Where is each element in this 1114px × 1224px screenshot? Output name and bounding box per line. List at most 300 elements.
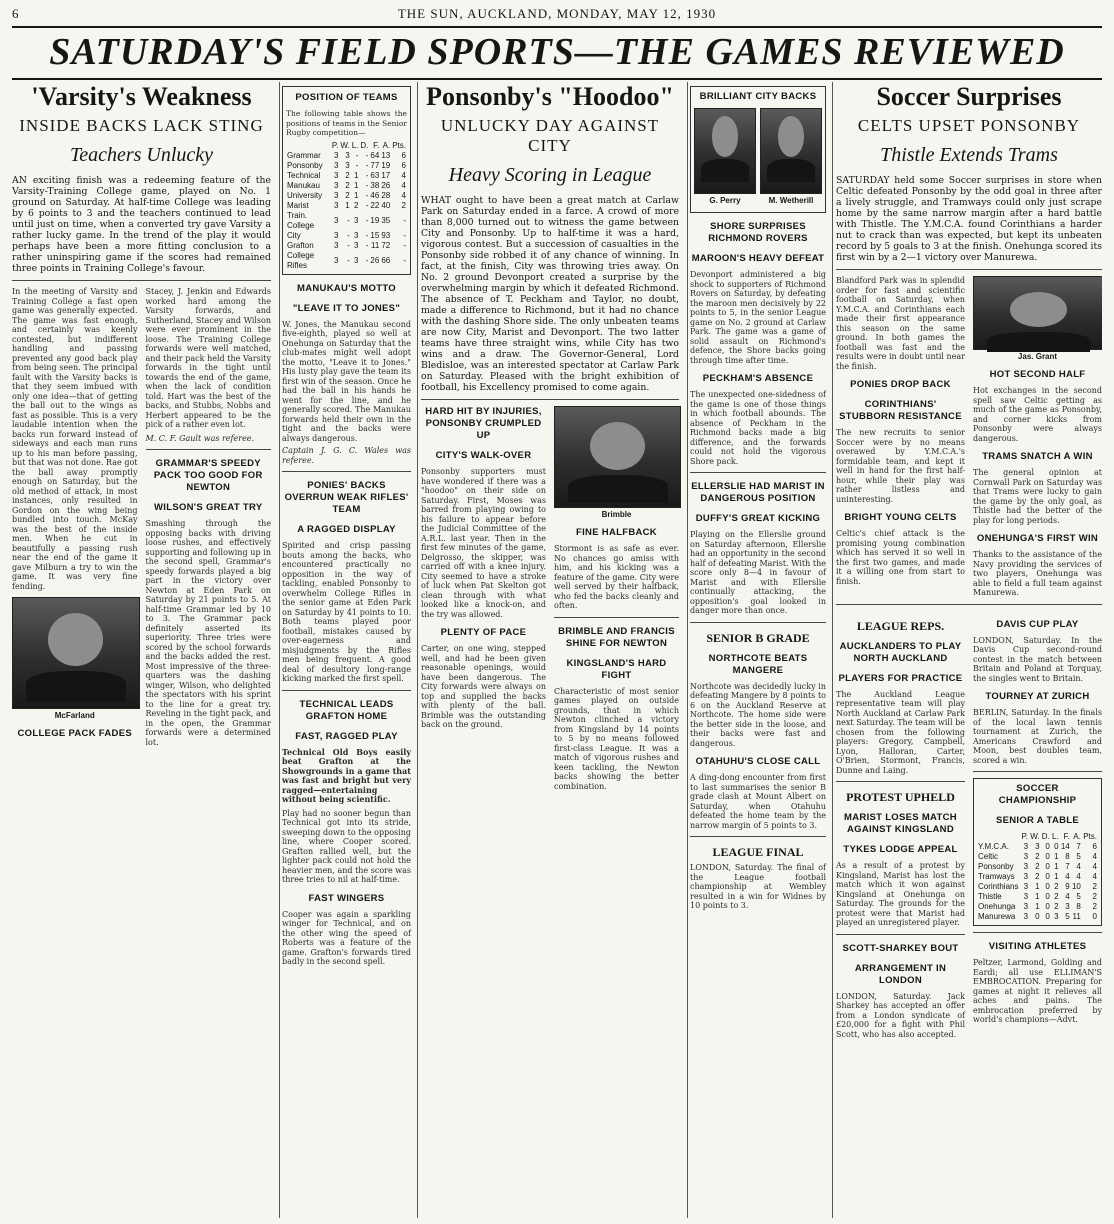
- article-body-pace: Carter, on one wing, stepped well, and had he been given reasonable openings, would have been dangerous. The City forwards were always on top and supplied the backs with plenty of the ball. Brimble was the outstanding back on the ground.: [421, 644, 546, 729]
- article-body-kingsland: Characteristic of most senior games played on outside grounds, that in which Newton clinched a victory from Kingsland by 14 points to 5 by no means followed first-class League. It was a match of vigorous rushes and keen tackling, the Newton backs showing the better combination.: [554, 686, 679, 791]
- table-cell: 4: [1092, 852, 1097, 861]
- subheading-fast-wingers: FAST WINGERS: [308, 892, 385, 904]
- table-cell: 38: [370, 180, 380, 190]
- table-row: [286, 231, 407, 241]
- varsity-body-columns: [12, 287, 271, 747]
- article-body-northcote: Northcote was decidedly lucky in defeating Mangere by 8 points to 6 on the Auckland Reserve at Northcote. The home side were the better side in the loose, and their backs were fast and dangerous.: [690, 681, 826, 748]
- table-cell: 2: [1035, 872, 1040, 881]
- divider: [282, 690, 411, 691]
- table-cell: -: [403, 240, 406, 250]
- headline-shore: SHORE SURPRISES RICHMOND ROVERS: [708, 221, 808, 244]
- headline-ponies: PONIES' BACKS OVERRUN WEAK RIFLES' TEAM: [284, 480, 409, 515]
- column-ponsonby: [421, 82, 688, 1218]
- photo-box-title: BRILLIANT CITY BACKS: [699, 91, 817, 102]
- table-cell: 3: [353, 230, 359, 240]
- table-cell: 9: [1065, 882, 1070, 891]
- photo-wetherill: [760, 108, 822, 209]
- table-cell: Corinthians: [978, 882, 1019, 891]
- photo-caption: Brimble: [601, 510, 632, 519]
- table-cell: -: [365, 255, 369, 265]
- subheading-tykes: TYKES LODGE APPEAL: [843, 844, 958, 855]
- photo-image: [694, 108, 756, 194]
- article-lead-soccer: SATURDAY held some Soccer surprises in store when Celtic defeated Ponsonby by the odd goal in three after a lively struggle, and Tramways could only just scrape home by the same narrow margin after a hard battle with Thistle. The Y.M.C.A. found Corinthians a harder nut to crack than was expected, but kept its unbeaten record by 5 goals to 3 at the finish. Onehunga scored its first win by a 2—1 victory over Manurewa.: [836, 175, 1102, 263]
- soccer-lower-left: [836, 611, 965, 1040]
- table-cell: -: [347, 240, 350, 250]
- article-subtitle-soccer: CELTS UPSET PONSONBY: [857, 116, 1081, 135]
- table-cell: -: [365, 215, 369, 225]
- table-cell: 1: [353, 190, 359, 200]
- article-body-blandford: Blandford Park was in splendid order for fast and scientific football on Saturday, when Y.M.C.A. and Corinthians each made their first appearance this season on the same ground. In both games the football was fast and the results were in doubt until near the finish.: [836, 276, 965, 371]
- divider: [690, 472, 826, 473]
- headline-league-reps: LEAGUE REPS.: [856, 618, 945, 633]
- table-cell: 13: [381, 150, 391, 160]
- article-body-protest: As a result of a protest by Kingsland, Marist has lost the match which it won against Kingsland at Onehunga on Saturday. The grounds for the protest were that Marist had played an unregistered player.: [836, 861, 965, 927]
- divider: [690, 622, 826, 623]
- subheading-hot-second: HOT SECOND HALF: [989, 369, 1086, 380]
- article-subtitle-varsity: INSIDE BACKS LACK STING: [19, 116, 264, 135]
- table-cell: 1: [345, 200, 350, 210]
- table-cell: 6: [401, 150, 406, 160]
- table-row: [286, 201, 407, 211]
- advert-elliman: Peltzer, Larmond, Golding and Eardi; all use ELLIMAN'S EMBROCATION. Preparing for games at night it relieves all aches and pains. The embrocation preferred by world's champions—Advt.: [973, 958, 1102, 1024]
- subheading-fast-ragged: FAST, RAGGED PLAY: [295, 730, 398, 742]
- article-body-trams: The general opinion at Cornwall Park on Saturday was that Trams were lucky to gain the game by the only goal, as Thistle had the better of the play for long periods.: [973, 468, 1102, 525]
- table-cell: 0: [1045, 912, 1050, 921]
- table-cell: 3: [353, 215, 359, 225]
- table-cell: 93: [381, 230, 391, 240]
- divider: [836, 934, 965, 935]
- subheading-bright-celts: BRIGHT YOUNG CELTS: [844, 512, 957, 523]
- table-cell: 4: [1065, 892, 1070, 901]
- photo-grant: [973, 276, 1102, 361]
- table-cell: 3: [353, 255, 359, 265]
- table-cell: 46: [370, 190, 380, 200]
- table-cell: 3: [1023, 872, 1029, 881]
- table-cell: 2: [353, 200, 359, 210]
- position-of-teams-box: [282, 86, 411, 275]
- subheading-ragged: A RAGGED DISPLAY: [297, 524, 396, 535]
- table-cell: 5: [1076, 892, 1081, 901]
- divider: [973, 771, 1102, 772]
- divider: [973, 932, 1102, 933]
- table-row: [977, 872, 1098, 882]
- table-cell: -: [355, 150, 359, 160]
- headline-ellerslie: ELLERSLIE HAD MARIST IN DANGEROUS POSITION: [691, 481, 825, 504]
- table-cell: -: [347, 255, 350, 265]
- table-cell: 3: [1054, 912, 1059, 921]
- table-cell: 63: [370, 170, 380, 180]
- page-number: 6: [12, 6, 19, 21]
- table-cell: -: [365, 170, 369, 180]
- table-row: [977, 902, 1098, 912]
- table-cell: 3: [333, 200, 339, 210]
- table-cell: Tramways: [978, 872, 1015, 881]
- photo-mcfarland: [12, 597, 138, 720]
- table-cell: 1: [1054, 872, 1059, 881]
- table-cell: -: [347, 230, 350, 240]
- table-cell: 0: [1045, 892, 1050, 901]
- table-cell: 3: [333, 160, 339, 170]
- table-cell: 1: [1035, 892, 1040, 901]
- article-body-manukau: W. Jones, the Manukau second five-eighth, played so well at Onehunga on Saturday that the club-mates might well adopt the motto, "Leave it to Jones." His lusty play gave the team its first win of the season. Once he had the ball in his hands he went for the line, and he generally scored. The Manukau forwards held their own in the tight and the backs were always dangerous.: [282, 319, 411, 443]
- table-cell: 35: [381, 215, 391, 225]
- table-cell: 72: [381, 240, 391, 250]
- table-cell: 3: [333, 170, 339, 180]
- subheading-players: PLAYERS FOR PRACTICE: [838, 672, 963, 684]
- divider: [282, 471, 411, 472]
- subheading-northcote: NORTHCOTE BEATS MANGERE: [708, 652, 808, 676]
- table-cell: 7: [1065, 862, 1070, 871]
- table-cell: 14: [1060, 842, 1070, 851]
- column-varsity: [12, 82, 280, 1218]
- table-cell: 6: [401, 160, 406, 170]
- table-cell: College Rifles: [287, 250, 315, 270]
- subheading-leave-it: "LEAVE IT TO JONES": [292, 302, 401, 314]
- divider: [836, 269, 1102, 270]
- divider: [146, 449, 272, 450]
- article-subtitle-ponsonby: UNLUCKY DAY AGAINST CITY: [440, 116, 660, 155]
- city-backs-photo-box: [690, 86, 826, 213]
- table-cell: 3: [1023, 902, 1029, 911]
- photo-caption: M. Wetherill: [768, 196, 814, 205]
- subheading-arrangement: ARRANGEMENT IN LONDON: [854, 962, 947, 986]
- table-row: [286, 251, 407, 271]
- subheading-kingsland: KINGSLAND'S HARD FIGHT: [566, 657, 667, 681]
- column-soccer: [836, 82, 1102, 1218]
- table-cell: 3: [353, 240, 359, 250]
- table-cell: 8: [1076, 902, 1081, 911]
- article-deck-varsity: Teachers Unlucky: [69, 144, 214, 166]
- table-cell: -: [403, 215, 406, 225]
- senior-table-header: P. W. D. L. F. A. Pts.: [1021, 832, 1097, 841]
- table-cell: Manukau: [287, 180, 320, 190]
- table-cell: 4: [401, 180, 406, 190]
- table-cell: 6: [1092, 842, 1097, 851]
- table-cell: 0: [1045, 842, 1050, 851]
- table-cell: 0: [1045, 882, 1050, 891]
- table-row: [286, 241, 407, 251]
- table-cell: 4: [1065, 872, 1070, 881]
- table-cell: -: [365, 150, 369, 160]
- table-cell: 7: [1076, 842, 1081, 851]
- headline-technical: TECHNICAL LEADS GRAFTON HOME: [299, 698, 394, 722]
- table-cell: 11: [1072, 912, 1081, 921]
- article-body-wingers: Cooper was again a sparkling winger for Technical, and on the other wing the speed of Roberts was a feature of the game. Grafton's forwards tired badly in the second spell.: [282, 909, 411, 966]
- headline-brimble-francis: BRIMBLE AND FRANCIS SHINE FOR NEWTON: [558, 625, 675, 649]
- table-row: [977, 842, 1098, 852]
- table-cell: 5: [1076, 852, 1081, 861]
- subheading-college-pack: COLLEGE PACK FADES: [17, 728, 132, 739]
- article-body-tourney: BERLIN, Saturday. In the finals of the local lawn tennis tournament at Zurich, the Americans Crawford and Moon, best doubles team, scored a win.: [973, 708, 1102, 765]
- table-cell: 26: [381, 180, 391, 190]
- photo-image: [12, 597, 140, 709]
- photo-image: [760, 108, 822, 194]
- table-cell: 28: [381, 190, 391, 200]
- table-cell: 0: [1054, 842, 1059, 851]
- table-cell: 2: [1054, 892, 1059, 901]
- article-body-peckham: The unexpected one-sidedness of the game is one of those things in which football abounds. The absence of Peckham in the Richmond backs made a big difference, and the forwards could not hold the vigorous Shore pack.: [690, 390, 826, 466]
- table-cell: City: [287, 230, 301, 240]
- photo-pair: [694, 108, 822, 209]
- article-lead-technical: Technical Old Boys easily beat Grafton at the Showgrounds in a game that was fast and bright but very ragged—entertaining without being scientific.: [282, 746, 411, 804]
- table-cell: 2: [1035, 862, 1040, 871]
- divider: [12, 280, 271, 281]
- subheading-peckham: PECKHAM'S ABSENCE: [702, 373, 814, 384]
- table-cell: 0: [1035, 912, 1040, 921]
- table-cell: 3: [1035, 842, 1040, 851]
- teams-table-note: The following table shows the positions of teams in the Senior Rugby competition—: [286, 109, 407, 137]
- table-cell: Ponsonby: [287, 160, 323, 170]
- subheading-trams: TRAMS SNATCH A WIN: [982, 451, 1093, 462]
- article-body-ellerslie: Playing on the Ellerslie ground on Saturday afternoon, Ellerslie had an opportunity in the second half of defeating Marist. With the score only 8—4 in favour of Marist and with Ellerslie continually attacking, the opposition's goal looked in danger more than once.: [690, 530, 826, 615]
- table-cell: 1: [353, 180, 359, 190]
- soccer-lower-grid: [836, 611, 1102, 1040]
- table-row: [286, 151, 407, 161]
- table-row: [286, 211, 407, 231]
- subheading-aucklanders: AUCKLANDERS TO PLAY NORTH AUCKLAND: [839, 640, 962, 664]
- headline-davis: DAVIS CUP PLAY: [996, 618, 1079, 630]
- table-cell: 10: [1071, 882, 1081, 891]
- table-cell: 11: [371, 240, 380, 250]
- table-cell: 4: [1092, 872, 1097, 881]
- table-cell: 17: [381, 170, 391, 180]
- table-cell: Marist: [287, 200, 309, 210]
- photo-perry: [694, 108, 756, 209]
- table-cell: 1: [1054, 852, 1059, 861]
- headline-visiting: VISITING ATHLETES: [988, 941, 1087, 952]
- table-cell: -: [365, 240, 369, 250]
- divider: [690, 836, 826, 837]
- headline-injuries: HARD HIT BY INJURIES, PONSONBY CRUMPLED UP: [425, 406, 542, 441]
- table-cell: 3: [333, 240, 339, 250]
- photo-caption: McFarland: [54, 711, 95, 720]
- subheading-corinthians: CORINTHIANS' STUBBORN RESISTANCE: [839, 399, 962, 422]
- table-cell: Train. College: [287, 210, 315, 230]
- table-cell: 2: [345, 190, 350, 200]
- subheading-wilson: WILSON'S GREAT TRY: [154, 502, 263, 513]
- table-cell: Celtic: [978, 852, 999, 861]
- subheading-onehunga: ONEHUNGA'S FIRST WIN: [976, 533, 1099, 544]
- table-cell: University: [287, 190, 323, 200]
- table-cell: 0: [1045, 852, 1050, 861]
- senior-table-title: SENIOR A TABLE: [995, 815, 1079, 826]
- teams-table-header: P. W. L. D. F. A. Pts.: [331, 140, 406, 150]
- masthead: [12, 6, 1102, 24]
- table-cell: 19: [370, 215, 380, 225]
- table-cell: 4: [1076, 872, 1081, 881]
- photo-caption: Jas. Grant: [1017, 352, 1058, 361]
- table-cell: 1: [1035, 902, 1040, 911]
- table-cell: 1: [1054, 862, 1059, 871]
- article-body-maroon: Devonport administered a big shock to supporters of Richmond Rovers on Saturday, by defeating the maroon men decisively by 22 points to 5, in the senior League game on No. 2 ground at Carlaw Park. The game was a game of solid assault on Richmond's defence, the Shore backs going through time after time.: [690, 270, 826, 365]
- article-body-onehunga: Thanks to the assistance of the Navy providing the services of two players, Onehunga was able to field a full team against Manurewa.: [973, 550, 1102, 597]
- article-body-ponies: Spirited and crisp passing bouts among the backs, who encountered practically no opposition in the way of tackling, enabled Ponsonby to overwhelm College Rifles in the senior game at Eden Park on Saturday by 41 points to 10. Both teams played poor football, mistakes caused by over-eagerness and misjudgments by the Rifles men being frequent. A good deal of desultory long-range kicking marked the first spell.: [282, 541, 411, 683]
- table-cell: -: [365, 190, 369, 200]
- table-cell: 4: [401, 190, 406, 200]
- table-cell: -: [403, 230, 406, 240]
- article-deck-soccer: Thistle Extends Trams: [880, 144, 1058, 166]
- table-cell: Grafton: [287, 240, 314, 250]
- table-cell: 3: [1023, 852, 1029, 861]
- table-cell: 66: [381, 255, 391, 265]
- table-cell: 77: [370, 160, 380, 170]
- table-cell: Grammar: [287, 150, 321, 160]
- table-cell: Ponsonby: [978, 862, 1014, 871]
- byline-referee: M. C. F. Gault was referee.: [145, 433, 255, 443]
- article-body-hot: Hot exchanges in the second spell saw Celtic getting as much of the game as Ponsonby, and corner kicks from Ponsonby were always dangerous.: [973, 386, 1102, 443]
- table-cell: 0: [1045, 902, 1050, 911]
- table-cell: -: [365, 160, 369, 170]
- headline-tourney: TOURNEY AT ZURICH: [985, 691, 1090, 702]
- table-cell: 3: [345, 160, 350, 170]
- subheading-duffy: DUFFY'S GREAT KICKING: [695, 513, 821, 524]
- column-league: [690, 82, 833, 1218]
- article-title-varsity: 'Varsity's Weakness: [31, 82, 252, 111]
- article-body-league-final: LONDON, Saturday. The final of the League football championship at Wembley resulted in a win for Widnes by 10 points to 3.: [690, 863, 826, 910]
- table-cell: Manurewa: [978, 912, 1016, 921]
- table-row: [977, 862, 1098, 872]
- headline-senior-b: SENIOR B GRADE: [706, 630, 810, 645]
- table-row: [286, 191, 407, 201]
- table-cell: 2: [345, 180, 350, 190]
- soccer-lower-right: [973, 611, 1102, 1040]
- table-cell: 3: [1023, 892, 1029, 901]
- table-cell: 40: [381, 200, 391, 210]
- soccer-championship-title: SOCCER CHAMPIONSHIP: [998, 783, 1077, 806]
- table-cell: 3: [1023, 862, 1029, 871]
- table-cell: 3: [333, 190, 339, 200]
- masthead-title: THE SUN, AUCKLAND, MONDAY, MAY 12, 1930: [397, 6, 717, 21]
- table-cell: 3: [1023, 882, 1029, 891]
- table-cell: 4: [1092, 862, 1097, 871]
- senior-table: [977, 832, 1098, 922]
- article-title-soccer: Soccer Surprises: [876, 82, 1062, 111]
- table-cell: 3: [333, 255, 339, 265]
- table-cell: 2: [1035, 852, 1040, 861]
- table-cell: 2: [1092, 902, 1097, 911]
- table-row: [286, 161, 407, 171]
- subheading-plenty-pace: PLENTY OF PACE: [440, 627, 527, 638]
- table-cell: 64: [370, 150, 380, 160]
- article-body-city: Ponsonby supporters must have wondered if there was a "hoodoo" on their side on Saturday. First, Moses was barred from playing owing to his failure to appear before the Judicial Committee of the A.R.L. last year. Then in the first few minutes of the game, Delgrosso, the skipper, was carried off with a knee injury. City seemed to have a stroke of luck when Pat Skelton got clean through with what looked like a knock-on, and the try was allowed.: [421, 467, 546, 619]
- table-cell: 2: [345, 170, 350, 180]
- table-cell: -: [355, 160, 359, 170]
- table-cell: Technical: [287, 170, 321, 180]
- table-cell: 3: [1023, 912, 1029, 921]
- table-cell: 5: [1065, 912, 1070, 921]
- article-body-league-reps: The Auckland League representative team will play North Auckland at Carlaw Park next Saturday. The team will be chosen from the following players: Gregory, Campbell, Lyon, Halloran, Carter, O'Brien, Stormont, Francis, Dunne and Laing.: [836, 689, 965, 775]
- table-row: [286, 181, 407, 191]
- divider: [836, 781, 965, 782]
- table-cell: Thistle: [978, 892, 1002, 901]
- table-row: [977, 852, 1098, 862]
- headline-league-final: LEAGUE FINAL: [712, 845, 804, 859]
- table-cell: 3: [1023, 842, 1029, 851]
- table-cell: 2: [1054, 902, 1059, 911]
- table-row: [977, 892, 1098, 902]
- soccer-championship-box: [973, 778, 1102, 926]
- article-body-corinthians: The new recruits to senior Soccer were by no means overawed by Y.M.C.A.'s formidable team, and kept it well in hand for the first half-hour, while their play was rather listless and uninteresting.: [836, 428, 965, 504]
- subheading-fine-halfback: FINE HALFBACK: [576, 527, 657, 538]
- article-body-otahuhu: A ding-dong encounter from first to last summarises the senior B grade clash at Mount Albert on Saturday, when Otahuhu defeated the home team by the narrow margin of 5 points to 3.: [690, 773, 826, 830]
- article-body-grammar: Smashing through the opposing backs with driving loose rushes, and effectively supporting and following up in the second spell, Grammar's speedy forwards played a big part in the victory over Newton at Eden Park on Saturday by 21 points to 5. At half-time Grammar led by 10 to 3. The Grammar pack definitely asserted its superiority. Three tries were scored by the school forwards and the backs added the rest. Most impressive of the three-quarters was the dashing winger, Wilson, who delighted the spectators with his sprint to the line for a great try. Reveling in the tight pack, and in the open, the Grammar forwards were a determined lot.: [145, 519, 271, 747]
- headline-sharkey: SCOTT-SHARKEY BOUT: [842, 942, 959, 954]
- headline-grammar: GRAMMAR'S SPEEDY PACK TOO GOOD FOR NEWTON: [153, 458, 263, 493]
- table-cell: 3: [333, 150, 339, 160]
- divider: [836, 604, 1102, 605]
- teams-table: [286, 141, 407, 271]
- soccer-body-columns: [836, 276, 1102, 598]
- photo-image: [554, 406, 681, 508]
- page-headline: SATURDAY'S FIELD SPORTS—THE GAMES REVIEWED: [12, 26, 1102, 80]
- column-teams: [282, 82, 418, 1218]
- table-cell: -: [365, 230, 369, 240]
- table-cell: Onehunga: [978, 902, 1016, 911]
- article-body-college: Stacey, J. Jenkin and Edwards worked hard among the Varsity forwards, and Sutherland, Stacey and Wilson were ever prominent in the loose. The Training College forwards were well matched, and their pack held the Varsity forwards in the tight until towards the end of the game, when the lack of condition told. Hart was the best of the backs, and Stubbs, Nobbs and Herbert appeared to be the pick of a rather even lot.: [145, 287, 271, 429]
- table-cell: 0: [1045, 862, 1050, 871]
- table-cell: 3: [345, 150, 350, 160]
- article-body-technical: Play had no sooner begun than Technical got into its stride, sweeping down to the opposing line, where Cooper scored. Grafton rallied well, but the lighter pack could not hold the heavier men, and the score was three tries to nil at half-time.: [282, 808, 411, 884]
- table-cell: 26: [370, 255, 380, 265]
- table-row: [977, 882, 1098, 892]
- table-cell: -: [365, 200, 369, 210]
- article-body-davis: LONDON, Saturday. In the Davis Cup second-round contest in the match between Britain and Poland at Torquay, the singles went to Britain.: [973, 635, 1102, 683]
- divider: [421, 399, 679, 400]
- table-cell: 3: [333, 215, 339, 225]
- table-cell: 2: [401, 200, 406, 210]
- table-cell: 1: [1035, 882, 1040, 891]
- table-cell: 4: [1076, 862, 1081, 871]
- table-cell: -: [365, 180, 369, 190]
- byline-wales: Captain J. G. C. Wales was referee.: [282, 446, 411, 465]
- table-cell: -: [403, 255, 406, 265]
- article-body-celts: Celtic's chief attack is the promising young combination which has served it so well in the first two games, and made it a willing one from start to finish.: [836, 529, 965, 586]
- teams-table-body: [286, 151, 407, 271]
- table-cell: 1: [353, 170, 359, 180]
- photo-image: [973, 276, 1102, 350]
- subheading-ponies-drop: PONIES DROP BACK: [850, 379, 951, 390]
- table-cell: 8: [1065, 852, 1070, 861]
- table-cell: 22: [370, 200, 380, 210]
- table-cell: 4: [401, 170, 406, 180]
- table-cell: 19: [381, 160, 391, 170]
- article-title-ponsonby: Ponsonby's "Hoodoo": [426, 82, 674, 111]
- table-cell: 3: [1065, 902, 1070, 911]
- article-deck-ponsonby: Heavy Scoring in League: [448, 164, 652, 186]
- table-cell: -: [347, 215, 350, 225]
- table-row: [977, 912, 1098, 922]
- table-row: [286, 171, 407, 181]
- subheading-marist-loses: MARIST LOSES MATCH AGAINST KINGSLAND: [844, 812, 957, 835]
- table-cell: 3: [333, 180, 339, 190]
- table-cell: 0: [1045, 872, 1050, 881]
- headline-protest: PROTEST UPHELD: [846, 790, 955, 804]
- table-cell: 3: [333, 230, 339, 240]
- article-body-halfback: Stormont is as safe as ever. No chances go amiss with him, and his kicking was a feature of the game. City were well served by their halfback, who fed the backs cleanly and often.: [554, 544, 679, 610]
- article-body-sharkey: LONDON, Saturday. Jack Sharkey has accepted an offer from a London syndicate of £20,000 for a fight with Phil Scott, who has also accepted.: [836, 991, 965, 1039]
- headline-manukau: MANUKAU'S MOTTO: [297, 282, 396, 294]
- teams-table-title: POSITION OF TEAMS: [295, 92, 398, 103]
- subheading-otahuhu: OTAHUHU'S CLOSE CALL: [695, 756, 821, 767]
- table-cell: 2: [1092, 892, 1097, 901]
- divider: [554, 617, 679, 618]
- article-lead-varsity: AN exciting finish was a redeeming feature of the Varsity-Training College game, played on No. 1 ground on Saturday. At half-time College was leading by 6 points to 3 and the teachers continued to lead until just on time, when a converted try gave Varsity a rather lucky game. In the trend of the play it would perhaps have been a more fitting conclusion to a rather uninspiring game if the scores had remained three points in Training College's favour.: [12, 175, 271, 274]
- table-cell: 15: [370, 230, 380, 240]
- table-cell: 0: [1092, 912, 1097, 921]
- photo-brimble: [554, 406, 679, 519]
- subheading-maroon: MAROON'S HEAVY DEFEAT: [691, 253, 825, 264]
- ponsonby-body-columns: [421, 406, 679, 791]
